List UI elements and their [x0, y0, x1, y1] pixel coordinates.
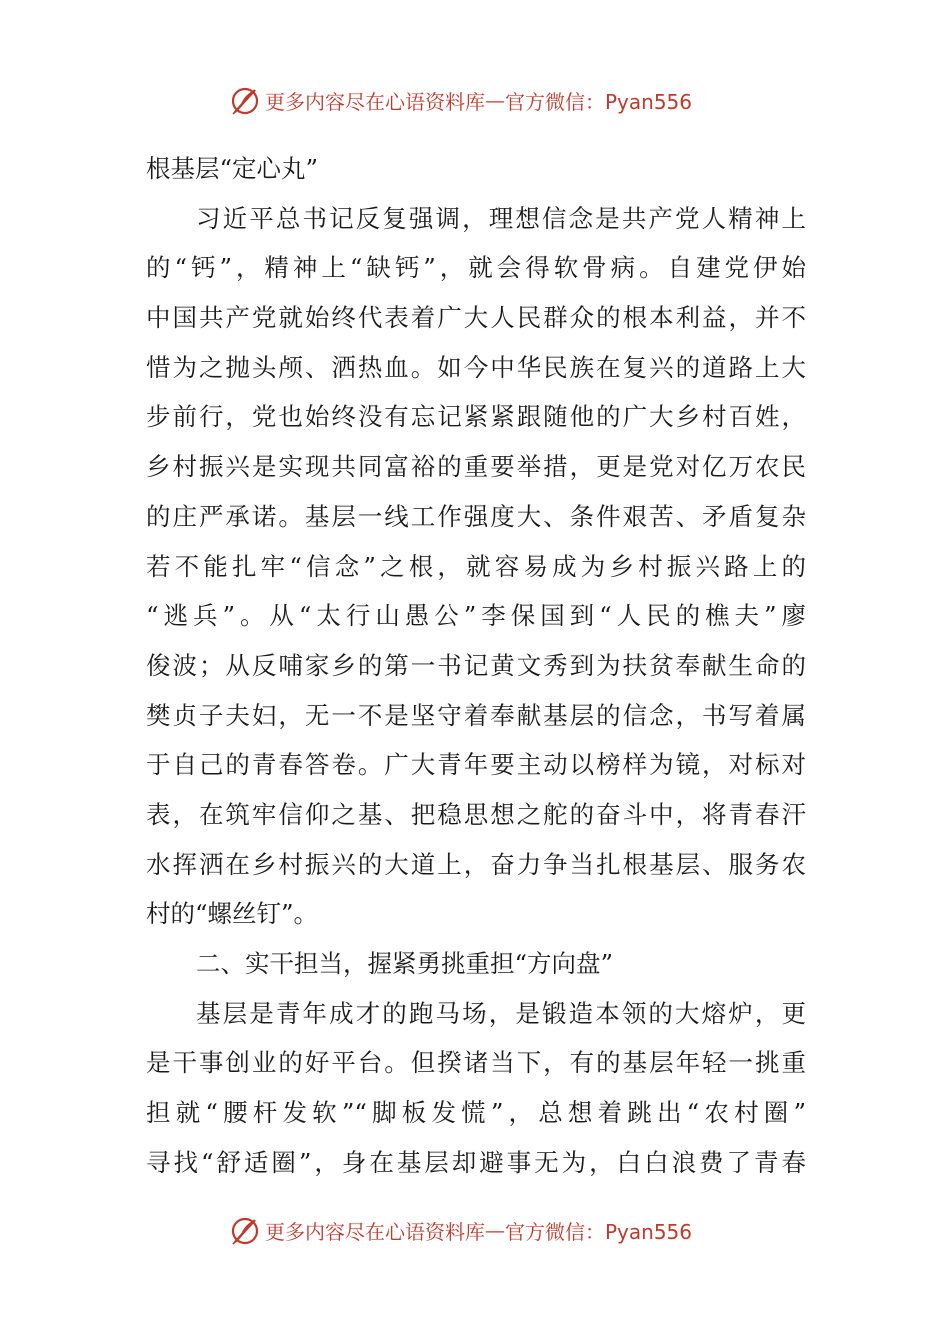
- text-line: 的庄严承诺。基层一线工作强度大、条件艰苦、矛盾复杂: [146, 501, 806, 531]
- footer-banner: [0, 1210, 950, 1250]
- text-line: 若不能扎牢“信念”之根，就容易成为乡村振兴路上的: [146, 551, 806, 581]
- document-body: [146, 144, 806, 1187]
- paragraph-start-line: 习近平总书记反复强调，理想信念是共产党人精神上: [196, 203, 806, 233]
- section-heading: 二、实干担当，握紧勇挑重担“方向盘”: [196, 949, 614, 978]
- text-line: 是干事创业的好平台。但揆诸当下，有的基层年轻一挑重: [146, 1048, 806, 1078]
- text-line: 的“钙”，精神上“缺钙”，就会得软骨病。自建党伊始: [146, 253, 806, 283]
- paragraph-start-line: 基层是青年成才的跑马场，是锻造本领的大熔炉，更: [196, 998, 806, 1028]
- text-line: 惜为之抛头颅、洒热血。如今中华民族在复兴的道路上大: [146, 352, 806, 382]
- banner-dash: —: [485, 88, 505, 112]
- pen-feather-logo-icon: [229, 84, 261, 116]
- text-line: 担就“腰杆发软”“脚板发慌”，总想着跳出“农村圈”: [146, 1098, 806, 1128]
- text-line: 俊波；从反哺家乡的第一书记黄文秀到为扶贫奉献生命的: [146, 650, 806, 680]
- banner-dash: —: [485, 1218, 505, 1242]
- banner-contact: 官方微信：Pyan556: [505, 89, 693, 114]
- text-line: “逃兵”。从“太行山愚公”李保国到“人民的樵夫”廖: [146, 601, 806, 631]
- header-banner: [0, 80, 950, 120]
- text-line: 乡村振兴是实现共同富裕的重要举措，更是党对亿万农民: [146, 452, 806, 482]
- banner-contact: 官方微信：Pyan556: [505, 1219, 693, 1244]
- text-line: 于自己的青春答卷。广大青年要主动以榜样为镜，对标对: [146, 750, 806, 780]
- text-line: 寻找“舒适圈”，身在基层却避事无为，白白浪费了青春: [146, 1147, 806, 1177]
- text-line: 表，在筑牢信仰之基、把稳思想之舵的奋斗中，将青春汗: [146, 799, 806, 829]
- banner-main-text: 更多内容尽在心语资料库: [265, 89, 485, 114]
- text-line: 中国共产党就始终代表着广大人民群众的根本利益，并不: [146, 303, 806, 333]
- text-line: 根基层“定心丸”: [146, 154, 319, 183]
- pen-feather-logo-icon: [229, 1214, 261, 1246]
- text-line: 村的“螺丝钉”。: [146, 899, 319, 929]
- text-line: 樊贞子夫妇，无一不是坚守着奉献基层的信念，书写着属: [146, 700, 806, 730]
- text-line: 水挥洒在乡村振兴的大道上，奋力争当扎根基层、服务农: [146, 849, 806, 879]
- text-line: 步前行，党也始终没有忘记紧紧跟随他的广大乡村百姓，: [146, 402, 806, 432]
- banner-main-text: 更多内容尽在心语资料库: [265, 1219, 485, 1244]
